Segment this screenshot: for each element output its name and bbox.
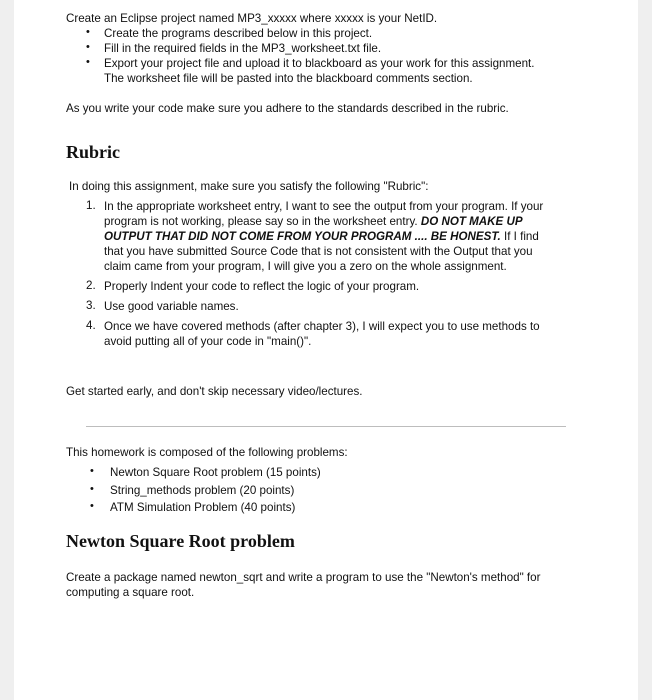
standards-note: As you write your code make sure you adhere to the standards described in the rubric. xyxy=(66,102,509,115)
rubric-item-3: Use good variable names. xyxy=(104,300,239,313)
intro-bullet: Export your project file and upload it to blackboard as your work for this assignment. xyxy=(104,57,535,70)
intro-line: Create an Eclipse project named MP3_xxxxx where xxxxx is your NetID. xyxy=(66,12,438,25)
horizontal-divider xyxy=(86,426,566,427)
rubric-item-1-line xyxy=(104,214,523,229)
rubric-item-number: 4. xyxy=(86,319,96,332)
rubric-item-1-line: that you have submitted Source Code that is not consistent with the Output that you xyxy=(104,245,533,258)
bullet-icon: • xyxy=(90,483,94,495)
rubric-item-1-text: If I find xyxy=(500,230,539,243)
rubric-item-number: 3. xyxy=(86,299,96,312)
rubric-item-2: Properly Indent your code to reflect the logic of your program. xyxy=(104,280,420,293)
rubric-item-1-emphasis: OUTPUT THAT DID NOT COME FROM YOUR PROGRAM .... BE HONEST. xyxy=(104,230,501,243)
rubric-item-number: 1. xyxy=(86,199,96,212)
bullet-icon: • xyxy=(90,465,94,477)
rubric-item-number: 2. xyxy=(86,279,96,292)
homework-intro: This homework is composed of the following problems: xyxy=(66,446,348,459)
intro-bullet-continuation: The worksheet file will be pasted into the blackboard comments section. xyxy=(104,72,473,85)
rubric-item-1-line: claim came from your program, I will give you a zero on the whole assignment. xyxy=(104,260,507,273)
rubric-intro: In doing this assignment, make sure you satisfy the following "Rubric": xyxy=(69,180,429,193)
rubric-heading: Rubric xyxy=(66,142,120,162)
get-started-note: Get started early, and don't skip necessary video/lectures. xyxy=(66,385,363,398)
problem-list-item: ATM Simulation Problem (40 points) xyxy=(110,501,296,514)
bullet-icon: • xyxy=(86,26,90,38)
bullet-icon: • xyxy=(86,56,90,68)
intro-bullet: Fill in the required fields in the MP3_worksheet.txt file. xyxy=(104,42,382,55)
rubric-item-4-line: avoid putting all of your code in "main()". xyxy=(104,335,312,348)
newton-heading: Newton Square Root problem xyxy=(66,531,295,551)
rubric-item-1-line: In the appropriate worksheet entry, I want to see the output from your program. If your xyxy=(104,200,544,213)
bullet-icon: • xyxy=(90,500,94,512)
problem-list-item: Newton Square Root problem (15 points) xyxy=(110,466,321,479)
document-page xyxy=(14,0,638,700)
problem-list-item: String_methods problem (20 points) xyxy=(110,484,295,497)
rubric-item-4-line: Once we have covered methods (after chapter 3), I will expect you to use methods to xyxy=(104,320,540,333)
bullet-icon: • xyxy=(86,41,90,53)
newton-description-line: Create a package named newton_sqrt and write a program to use the "Newton's method" for xyxy=(66,571,541,584)
rubric-item-1-emphasis: DO NOT MAKE UP xyxy=(420,215,523,228)
rubric-item-1-line xyxy=(104,229,539,244)
newton-description-line: computing a square root. xyxy=(66,586,195,599)
intro-bullet: Create the programs described below in this project. xyxy=(104,27,373,40)
rubric-item-1-text: program is not working, please say so in the worksheet entry. xyxy=(104,215,421,228)
